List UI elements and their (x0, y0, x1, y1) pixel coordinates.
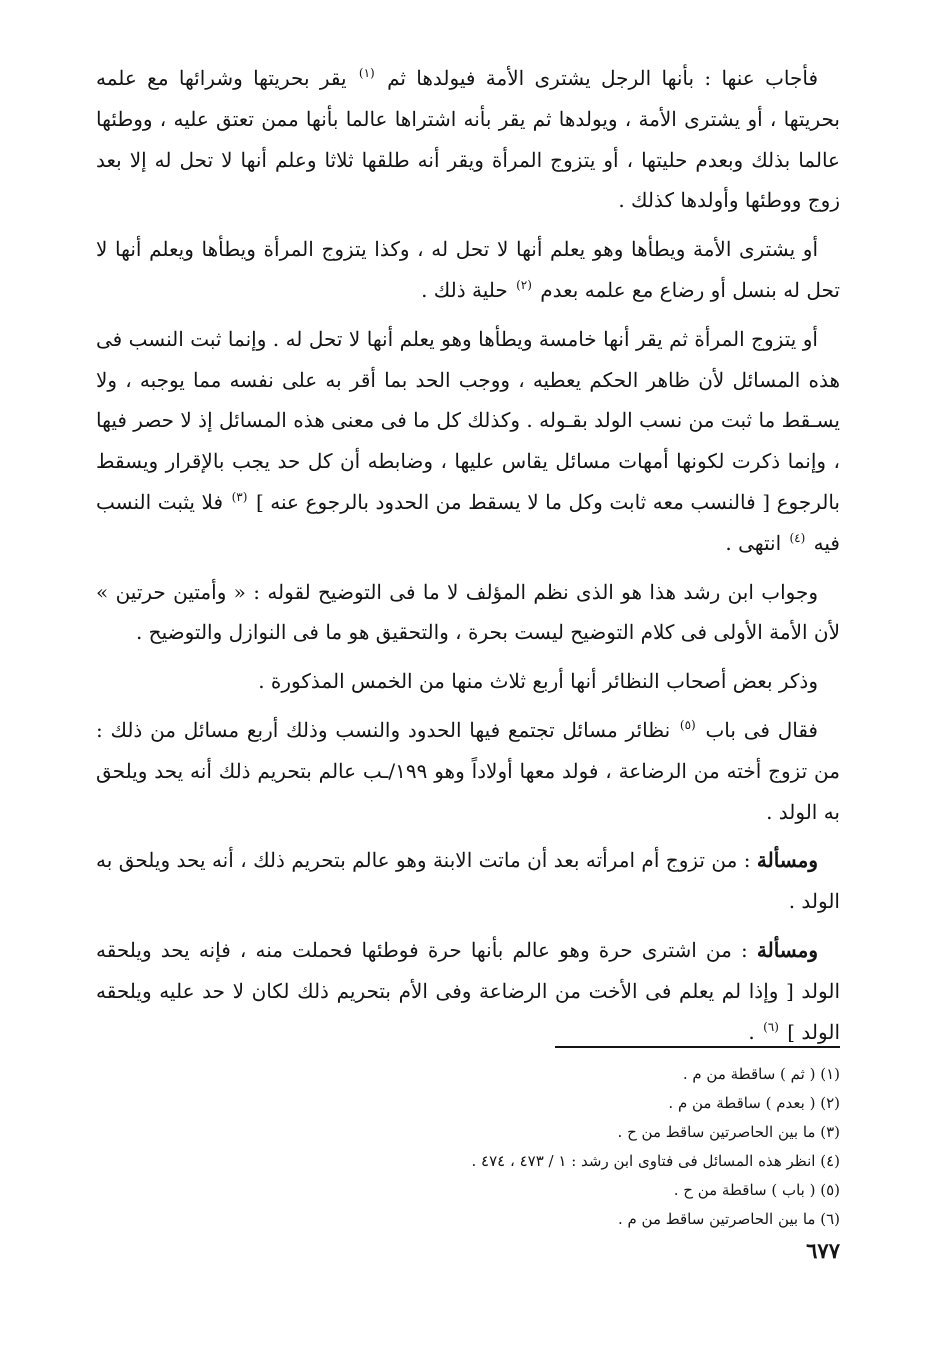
page-number: ٦٧٧ (806, 1238, 840, 1263)
footnote-marker: (٣) (231, 489, 248, 504)
paragraph-text: فلا يثبت النسب فيه (96, 489, 840, 555)
body-paragraph (96, 930, 840, 1052)
paragraph-text: أو يتزوج المرأة ثم يقر أنها خامسة ويطأها وهو يعلم أنها لا تحل له . وإنما ثبت النسب فى هذه المسائل لأن ظاهر الحكم يعطيه ، ووجب الحد بما أقر به على نفسه مما يوجبه ، ولا يسـقط ما ثبت من نسب الولد بقـوله . وكذلك كل ما فى معنى هذه المسائل إذ لا حصر فيها ، وإنما ذكرت لكونها أمهات مسائل يقاس عليها ، وضابطه أن كل حد يجب بالإقرار ويسقط بالرجوع [ فالنسب معه ثابت وكل ما لا يسقط من الحدود بالرجوع عنه ] (96, 326, 840, 514)
footnote-item: (٦) ما بين الحاصرتين ساقط من م . (617, 1210, 840, 1228)
footnote-marker: (٥) (679, 717, 696, 732)
footnote-marker: (١) (358, 66, 375, 80)
body-paragraph (96, 661, 840, 702)
footnote-marker: (٢) (516, 277, 532, 292)
body-paragraph (96, 572, 840, 654)
paragraph-text: انتهى . (725, 530, 788, 555)
paragraph-text: وذكر بعض أصحاب النظائر أنها أربع ثلاث منها من الخمس المذكورة . (258, 669, 818, 694)
body-paragraph (96, 319, 840, 564)
paragraph-text: . (748, 1019, 762, 1044)
body-paragraph (96, 840, 840, 922)
body-paragraph (96, 58, 840, 221)
paragraph-text: وجواب ابن رشد هذا هو الذى نظم المؤلف لا ما فى التوضيح لقوله : « وأمتين حرتين » لأن الأمة الأولى فى كلام التوضيح ليست بحرة ، والتحقيق هو ما فى النوازل والتوضيح . (96, 579, 840, 645)
body-paragraph (96, 710, 840, 832)
paragraph-text: حلية ذلك . (421, 277, 515, 302)
footnote-marker: (٤) (789, 530, 806, 545)
footnotes-list (240, 1060, 840, 1234)
body-paragraph (96, 229, 840, 311)
paragraph-text: فأجاب عنها : بأنها الرجل يشترى الأمة فيولدها ثم (376, 66, 819, 90)
paragraph-text: : من اشترى حرة وهو عالم بأنها حرة فوطئها فحملت منه ، فإنه يحد ويلحقه الولد [ وإذا لم يعلم فى الأخت من الرضاعة وفى الأم بتحريم ذلك لكان لا حد عليه ويلحقه الولد ] (96, 937, 840, 1044)
footnote-marker: (٦) (763, 1019, 779, 1034)
footnote-item: (١) ( ثم ) ساقطة من م . (682, 1065, 840, 1083)
paragraph-lead-word: ومسألة (756, 848, 818, 873)
footnote-item: (٤) انظر هذه المسائل فى فتاوى ابن رشد : ١ / ٤٧٣ ، ٤٧٤ . (471, 1152, 840, 1170)
main-body-text (96, 58, 840, 1060)
footnote-item: (٣) ما بين الحاصرتين ساقط من ح . (617, 1123, 840, 1141)
paragraph-text: فقال فى باب (697, 717, 818, 742)
paragraph-lead-word: ومسألة (756, 937, 818, 962)
footnote-item: (٥) ( باب ) ساقطة من ح . (673, 1181, 840, 1199)
paragraph-text: أو يشترى الأمة ويطأها وهو يعلم أنها لا تحل له ، وكذا يتزوج المرأة ويطأها ويعلم أنها لا تحل له بنسل أو رضاع مع علمه بعدم (96, 237, 840, 302)
paragraph-text: يقر بحريتها وشرائها مع علمه بحريتها ، أو يشترى الأمة ، ويولدها ثم يقر بأنه اشتراها عالما بأنها ممن تعتق عليه ، ووطئها عالما بذلك وبعدم حليتها ، أو يتزوج المرأة ويقر أنه طلقها ثلاثا وعلم أنها لا تحل له إلا بعد زوج ووطئها وأولدها كذلك . (96, 66, 840, 213)
footnote-separator-rule (555, 1046, 840, 1048)
paragraph-text: : من تزوج أم امرأته بعد أن ماتت الابنة وهو عالم بتحريم ذلك ، أنه يحد ويلحق به الولد . (96, 848, 840, 914)
footnote-item: (٢) ( بعدم ) ساقطة من م . (668, 1094, 840, 1112)
paragraph-text: نظائر مسائل تجتمع فيها الحدود والنسب وذلك أربع مسائل من ذلك : من تزوج أخته من الرضاعة ، فولد معها أولاداً وهو ١٩٩/ـب عالم بتحريم ذلك أنه يحد ويلحق به الولد . (96, 717, 840, 824)
